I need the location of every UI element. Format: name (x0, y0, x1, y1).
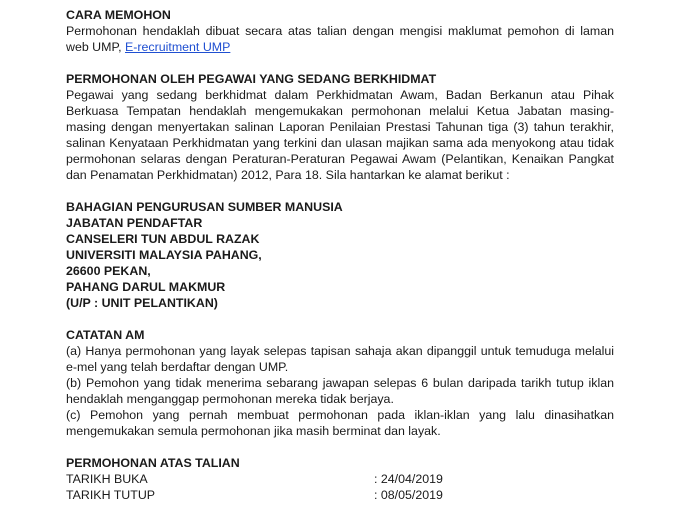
note-item-b: (b) Pemohon yang tidak menerima sebarang jawapan selepas 6 bulan daripada tarikh tutup iklan hendaklah menganggap permohonan mereka tidak berjaya. (66, 376, 614, 406)
spacer (66, 439, 614, 455)
paragraph-permohonan-pegawai: Pegawai yang sedang berkhidmat dalam Perkhidmatan Awam, Badan Berkanun atau Pihak Berkuasa Tempatan hendaklah mengemukakan permohonan melalui Ketua Jabatan masing-masing dengan menyertakan salinan Laporan Penilaian Prestasi Tahunan tiga (3) tahun terakhir, salinan Kenyataan Perkhidmatan yang terkini dan ulasan majikan sama ada menyokong atau tidak permohonan selaras dengan Peraturan-Peraturan Pegawai Awam (Pelantikan, Kenaikan Pangkat dan Penamatan Perkhidmatan) 2012, Para 18. Sila hantarkan ke alamat berikut : (66, 88, 614, 182)
address-line-postcode: 26600 PEKAN, (66, 264, 151, 278)
spacer (66, 311, 614, 327)
spacer (66, 183, 614, 199)
open-date-label: TARIKH BUKA (66, 472, 148, 486)
heading-permohonan-pegawai: PERMOHONAN OLEH PEGAWAI YANG SEDANG BERKHIDMAT (66, 72, 437, 86)
note-item-a: (a) Hanya permohonan yang layak selepas tapisan sahaja akan dipanggil untuk temuduga melalui e-mel yang telah berdaftar dengan UMP. (66, 344, 614, 374)
document-page (66, 7, 614, 503)
section-address (66, 199, 614, 311)
heading-catatan-am: CATATAN AM (66, 328, 145, 342)
spacer (66, 55, 614, 71)
address-line-department: BAHAGIAN PENGURUSAN SUMBER MANUSIA (66, 200, 343, 214)
address-line-attention: (U/P : UNIT PELANTIKAN) (66, 296, 218, 310)
address-line-building: CANSELERI TUN ABDUL RAZAK (66, 232, 260, 246)
e-recruitment-link[interactable]: E-recruitment UMP (125, 40, 231, 54)
address-line-office: JABATAN PENDAFTAR (66, 216, 203, 230)
close-date-label: TARIKH TUTUP (66, 488, 156, 502)
date-row-open (66, 471, 614, 487)
date-row-close (66, 487, 614, 503)
section-permohonan-atas-talian (66, 455, 614, 503)
section-permohonan-pegawai (66, 71, 614, 183)
heading-permohonan-atas-talian: PERMOHONAN ATAS TALIAN (66, 456, 240, 470)
paragraph-cara-memohon (66, 23, 614, 55)
open-date-value: : 24/04/2019 (374, 472, 443, 486)
address-line-state: PAHANG DARUL MAKMUR (66, 280, 226, 294)
address-line-university: UNIVERSITI MALAYSIA PAHANG, (66, 248, 262, 262)
heading-cara-memohon: CARA MEMOHON (66, 8, 171, 22)
close-date-value: : 08/05/2019 (374, 488, 443, 502)
cara-memohon-text: Permohonan hendaklah dibuat secara atas talian dengan mengisi maklumat pemohon di laman web UMP, (66, 24, 614, 54)
section-catatan-am (66, 327, 614, 439)
section-cara-memohon (66, 7, 614, 55)
note-item-c: (c) Pemohon yang pernah membuat permohonan pada iklan-iklan yang lalu dinasihatkan mengemukakan semula permohonan jika masih berminat dan layak. (66, 408, 614, 438)
